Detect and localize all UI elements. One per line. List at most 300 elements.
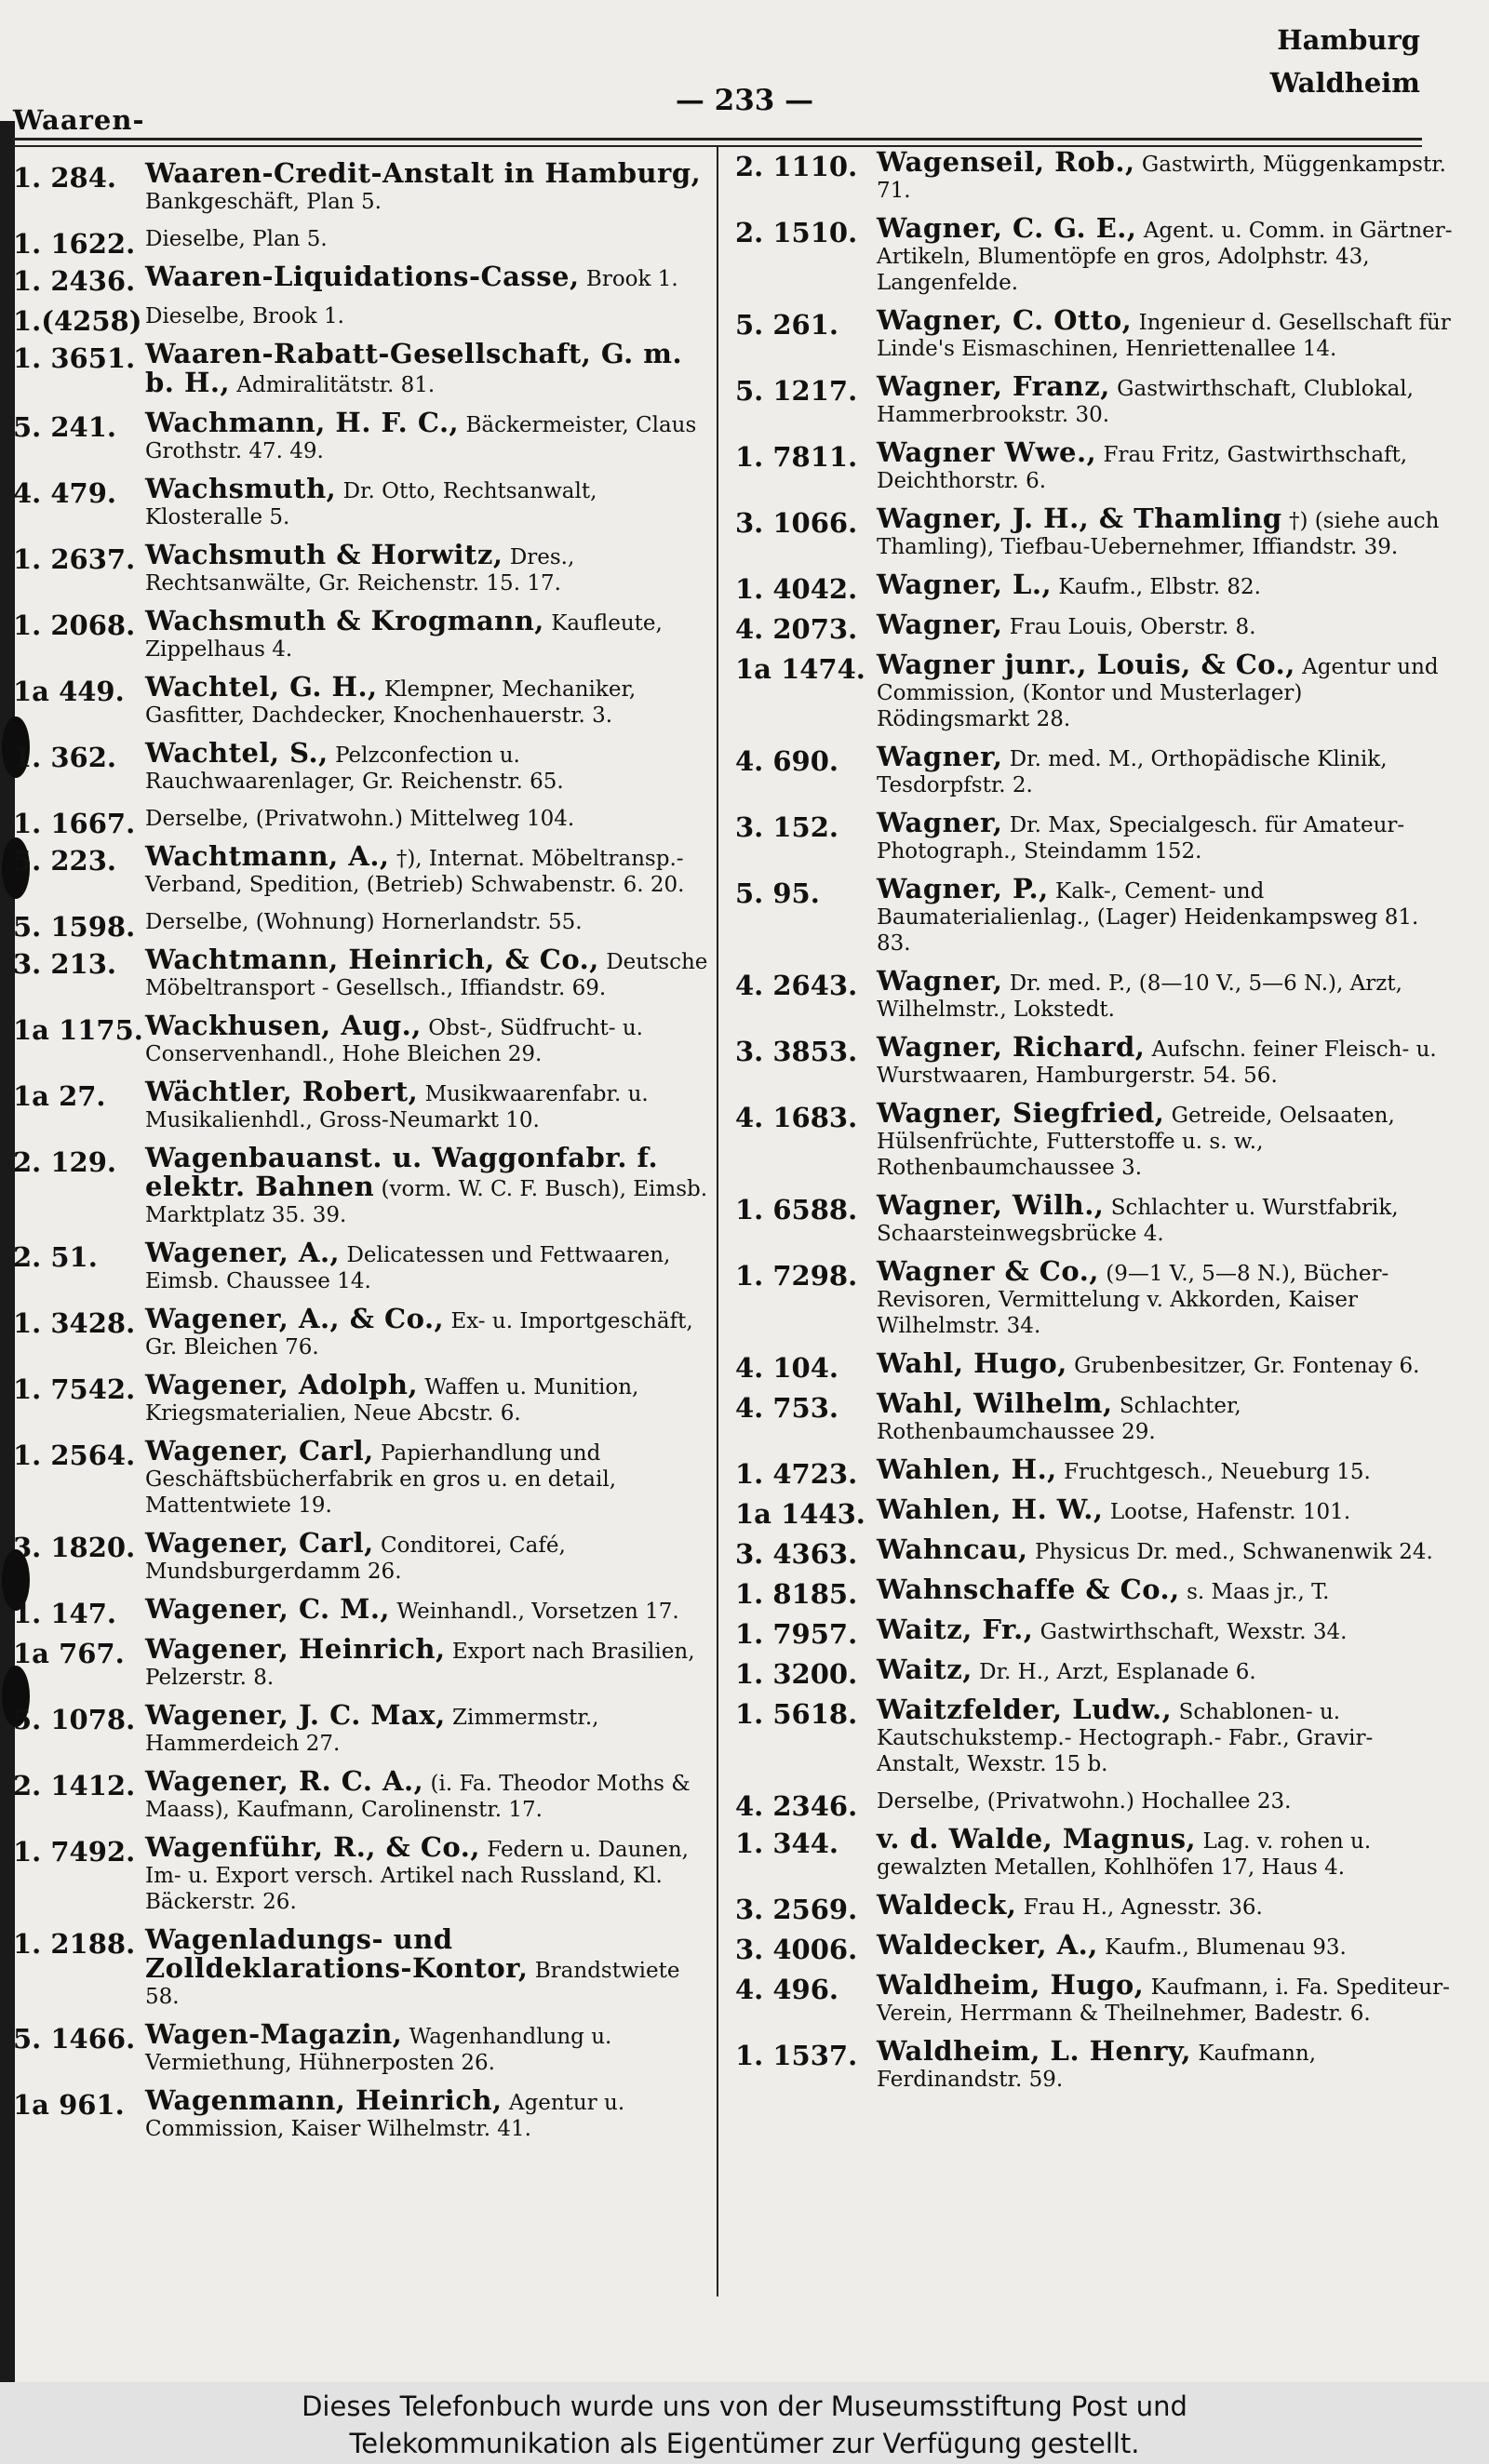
entry-text <box>145 1303 715 1360</box>
subscriber-name: Wahlen, H. W., <box>877 1493 1104 1525</box>
subscriber-details: (vorm. W. C. F. Busch), Eimsb. Marktplatz 35. 39. <box>145 1177 708 1227</box>
phone-number: 5. 241. <box>13 411 117 443</box>
directory-entry <box>735 1969 1489 2027</box>
phone-number: 1. 284. <box>13 162 117 194</box>
subscriber-details: Derselbe, (Wohnung) Hornerlandstr. 55. <box>145 910 583 934</box>
range-end-heading: Waldheim <box>1269 67 1420 99</box>
phone-number: 1. 3200. <box>735 1658 858 1690</box>
phone-number: 1. 147. <box>13 1598 117 1629</box>
subscriber-name: Wagner, L., <box>877 569 1053 600</box>
phone-number: 1. 2436. <box>13 265 136 297</box>
entry-text <box>877 873 1455 957</box>
entry-text <box>145 605 715 663</box>
phone-number: 4. 2346. <box>735 1790 858 1822</box>
subscriber-details: Schlachter u. Wurstfabrik, Schaarsteinwegsbrücke 4. <box>877 1196 1399 1246</box>
subscriber-name: Waldheim, L. Henry, <box>877 2035 1192 2067</box>
subscriber-name: Wagenladungs- und Zolldeklarations-Kontor, <box>145 1923 529 1984</box>
phone-number: 1. 2564. <box>13 1440 136 1471</box>
subscriber-name: Wagener, A., <box>145 1237 341 1268</box>
directory-entry <box>735 1347 1489 1384</box>
page-number: — 233 — <box>675 84 814 117</box>
phone-number: 2. 1110. <box>735 151 858 182</box>
entry-text <box>145 806 715 832</box>
directory-entry <box>735 1031 1489 1089</box>
directory-entry <box>13 671 739 729</box>
directory-entry <box>13 605 739 663</box>
directory-entry <box>13 1078 739 1133</box>
entry-text <box>877 1387 1455 1445</box>
entry-text <box>877 212 1455 296</box>
phone-number: 1. 6588. <box>735 1194 858 1225</box>
directory-entry <box>735 1889 1489 1925</box>
directory-entry <box>735 807 1489 864</box>
phone-number: 1. 7298. <box>735 1260 858 1292</box>
phone-number: 1. 1667. <box>13 808 136 839</box>
phone-number: 1. 2637. <box>13 543 136 575</box>
subscriber-name: Wagener, J. C. Max, <box>145 1699 446 1731</box>
subscriber-name: Wagner, C. G. E., <box>877 212 1137 244</box>
entry-text <box>145 303 715 329</box>
subscriber-name: Waitzfelder, Ludw., <box>877 1694 1173 1725</box>
subscriber-name: Wahlen, H., <box>877 1453 1057 1485</box>
subscriber-details: Bankgeschäft, Plan 5. <box>145 190 382 214</box>
entry-text <box>877 1969 1455 2027</box>
subscriber-name: Wachtmann, A., <box>145 840 390 872</box>
directory-entry <box>735 1533 1489 1570</box>
phone-number: 1. 4723. <box>735 1458 858 1490</box>
entry-text <box>145 1239 715 1294</box>
directory-entry <box>735 1255 1489 1339</box>
directory-entry <box>13 1142 739 1228</box>
entry-text <box>145 157 715 215</box>
subscriber-name: Waaren-Rabatt-Gesellschaft, G. m. b. H., <box>145 338 683 398</box>
subscriber-name: Wachtel, S., <box>145 737 329 769</box>
phone-number: 3. 152. <box>735 811 839 843</box>
subscriber-name: Wagner, Wilh., <box>877 1189 1105 1221</box>
phone-number: 5. 1217. <box>735 375 858 407</box>
subscriber-name: Wahncau, <box>877 1533 1028 1565</box>
phone-number: 2. 1412. <box>13 1770 136 1801</box>
subscriber-details: Schablonen- u. Kautschukstemp.- Hectograph.- Fabr., Gravir-Anstalt, Wexstr. 15 b. <box>877 1700 1374 1776</box>
subscriber-details: Frau Fritz, Gastwirthschaft, Deichthorstr. 6. <box>877 443 1408 493</box>
subscriber-name: Wagenbauanst. u. Waggonfabr. f. elektr. Bahnen <box>145 1142 659 1202</box>
directory-entry <box>735 436 1489 494</box>
subscriber-details: Brandstwiete 58. <box>145 1959 680 2009</box>
entry-text <box>877 611 1455 640</box>
subscriber-details: Dres., Rechtsanwälte, Gr. Reichenstr. 15. 17. <box>145 545 575 596</box>
entry-text <box>877 743 1455 798</box>
directory-entry <box>735 743 1489 798</box>
directory-entry <box>13 1923 739 2010</box>
entry-text <box>145 737 715 795</box>
subscriber-details: Lootse, Hafenstr. 101. <box>1109 1500 1351 1524</box>
entry-text <box>145 1012 715 1067</box>
directory-entry <box>13 226 739 260</box>
directory-entry <box>735 1387 1489 1445</box>
subscriber-name: Wagenmann, Heinrich, <box>145 2084 503 2116</box>
phone-number: 1. 3428. <box>13 1307 136 1339</box>
subscriber-details: Agent. u. Comm. in Gärtner-Artikeln, Blumentöpfe en gros, Adolphstr. 43, Langenfelde. <box>877 219 1453 295</box>
directory-entry <box>13 1593 739 1629</box>
footer-line-1: Dieses Telefonbuch wurde uns von der Museumsstiftung Post und <box>302 2390 1187 2422</box>
directory-entry <box>735 212 1489 296</box>
footer-notice <box>0 2382 1489 2464</box>
left-column <box>13 157 739 2153</box>
subscriber-details: Delicatessen und Fettwaaren, Eimsb. Chaussee 14. <box>145 1243 671 1293</box>
phone-number: 2. 51. <box>13 1241 98 1273</box>
phone-number: 4. 104. <box>735 1352 839 1384</box>
subscriber-details: Frau Louis, Oberstr. 8. <box>1009 615 1256 639</box>
directory-entry <box>735 1189 1489 1247</box>
entry-text <box>877 1573 1455 1605</box>
phone-number: 1. 5618. <box>735 1698 858 1730</box>
phone-number: 1a 767. <box>13 1638 125 1669</box>
entry-text <box>145 1923 715 2010</box>
directory-entry <box>735 651 1489 732</box>
subscriber-name: Wagner & Co., <box>877 1255 1099 1287</box>
subscriber-name: Wackhusen, Aug., <box>145 1010 422 1041</box>
subscriber-name: v. d. Walde, Magnus, <box>877 1823 1197 1855</box>
subscriber-details: Wagenhandlung u. Vermiethung, Hühnerposten 26. <box>145 2025 612 2075</box>
entry-text <box>145 1527 715 1585</box>
directory-entry <box>735 502 1489 560</box>
entry-text <box>877 1347 1455 1379</box>
subscriber-details: Agentur u. Commission, Kaiser Wilhelmstr. 41. <box>145 2091 625 2141</box>
subscriber-details: Ex- u. Importgeschäft, Gr. Bleichen 76. <box>145 1309 693 1359</box>
subscriber-name: Wagner, <box>877 741 1003 772</box>
directory-entry <box>735 2035 1489 2093</box>
phone-number: 4. 2643. <box>735 970 858 1001</box>
subscriber-name: Waitz, Fr., <box>877 1614 1034 1645</box>
subscriber-name: Waaren-Liquidations-Casse, <box>145 261 580 292</box>
directory-entry <box>13 840 739 898</box>
subscriber-name: Wagner, <box>877 807 1003 838</box>
phone-number: 5. 95. <box>735 877 820 909</box>
entry-text <box>877 1889 1455 1921</box>
subscriber-details: (i. Fa. Theodor Moths & Maass), Kaufmann, Carolinenstr. 17. <box>145 1772 691 1822</box>
phone-number: 1a 27. <box>13 1080 106 1112</box>
directory-entry <box>13 303 739 337</box>
subscriber-details: Gastwirthschaft, Wexstr. 34. <box>1040 1620 1348 1644</box>
subscriber-details: Kaufmann, i. Fa. Spediteur-Verein, Herrmann & Theilnehmer, Badestr. 6. <box>877 1975 1450 2026</box>
phone-number: 3. 213. <box>13 948 117 980</box>
subscriber-details: Dr. H., Arzt, Esplanade 6. <box>979 1660 1256 1684</box>
entry-text <box>145 1831 715 1915</box>
directory-entry <box>13 157 739 215</box>
subscriber-details: Schlachter, Rothenbaumchaussee 29. <box>877 1394 1241 1444</box>
subscriber-name: Wagner, Siegfried, <box>877 1097 1165 1129</box>
entry-text <box>877 1696 1455 1777</box>
subscriber-details: Kaufm., Blumenau 93. <box>1105 1935 1347 1960</box>
subscriber-details: Export nach Brasilien, Pelzerstr. 8. <box>145 1640 695 1690</box>
phone-number: 1a 961. <box>13 2089 125 2121</box>
entry-text <box>145 263 715 292</box>
directory-entry <box>735 370 1489 428</box>
phone-number: 3. 2569. <box>735 1894 858 1925</box>
subscriber-details: s. Maas jr., T. <box>1187 1580 1330 1604</box>
subscriber-details: Grubenbesitzer, Gr. Fontenay 6. <box>1074 1354 1420 1378</box>
subscriber-name: Wagener, Adolph, <box>145 1369 419 1400</box>
subscriber-details: Derselbe, (Privatwohn.) Mittelweg 104. <box>145 807 575 831</box>
entry-text <box>877 1453 1455 1485</box>
phone-number: 3. 3853. <box>735 1036 858 1067</box>
directory-entry <box>13 1369 739 1426</box>
phone-number: 4. 479. <box>13 477 117 509</box>
entry-text <box>145 1593 715 1625</box>
directory-entry <box>13 909 739 943</box>
phone-number: 2. 129. <box>13 1146 117 1178</box>
phone-number: 4. 690. <box>735 745 839 777</box>
directory-entry <box>13 338 739 398</box>
directory-entry <box>735 1573 1489 1610</box>
city-heading: Hamburg <box>1277 24 1420 56</box>
directory-entry <box>13 475 739 530</box>
entry-text <box>877 502 1455 560</box>
right-column <box>735 146 1489 2104</box>
directory-entry <box>735 1453 1489 1490</box>
phone-number: 5. 223. <box>13 845 117 877</box>
phone-number: 1a 1474. <box>735 653 865 685</box>
subscriber-details: Dr. Otto, Rechtsanwalt, Klosteralle 5. <box>145 479 597 529</box>
subscriber-name: Waldeck, <box>877 1889 1017 1921</box>
subscriber-name: Wahl, Wilhelm, <box>877 1387 1113 1419</box>
subscriber-name: Wagener, A., & Co., <box>145 1303 445 1334</box>
subscriber-name: Wagner, Franz, <box>877 370 1110 402</box>
directory-entry <box>735 873 1489 957</box>
entry-text <box>877 1533 1455 1565</box>
subscriber-name: Wahl, Hugo, <box>877 1347 1067 1379</box>
subscriber-details: Derselbe, (Privatwohn.) Hochallee 23. <box>877 1789 1292 1814</box>
entry-text <box>145 1078 715 1133</box>
directory-entry <box>13 261 739 297</box>
subscriber-details: Gastwirthschaft, Clublokal, Hammerbrookstr. 30. <box>877 377 1414 427</box>
entry-text <box>145 1142 715 1228</box>
subscriber-details: Bäckermeister, Claus Grothstr. 47. 49. <box>145 413 697 463</box>
entry-text <box>877 571 1455 600</box>
footer-line-2: Telekommunikation als Eigentümer zur Verfügung gestellt. <box>349 2428 1140 2459</box>
entry-text <box>877 651 1455 732</box>
entry-text <box>877 1656 1455 1685</box>
subscriber-details: Dieselbe, Plan 5. <box>145 227 328 251</box>
phone-number: 1. 1537. <box>735 2040 858 2071</box>
phone-number: 1. 2188. <box>13 1928 136 1960</box>
directory-entry <box>735 609 1489 645</box>
subscriber-name: Wagner Wwe., <box>877 436 1097 468</box>
directory-entry <box>735 1823 1489 1881</box>
entry-text <box>877 2035 1455 2093</box>
directory-entry <box>13 2084 739 2142</box>
entry-text <box>877 1097 1455 1181</box>
entry-text <box>877 965 1455 1023</box>
phone-number: 1. 3651. <box>13 342 136 374</box>
subscriber-details: Obst-, Südfrucht- u. Conservenhandl., Hohe Bleichen 29. <box>145 1016 643 1066</box>
directory-entry <box>13 1633 739 1691</box>
directory-entry <box>13 1435 739 1519</box>
phone-number: 1a 1175. <box>13 1014 143 1046</box>
subscriber-name: Wachsmuth & Krogmann, <box>145 605 544 636</box>
subscriber-name: Waaren-Credit-Anstalt in Hamburg, <box>145 157 702 189</box>
directory-entry <box>735 569 1489 605</box>
entry-text <box>145 226 715 252</box>
entry-text <box>877 1823 1455 1881</box>
phone-number: 3. 4006. <box>735 1934 858 1965</box>
entry-text <box>877 436 1455 494</box>
subscriber-details: Dr. med. P., (8—10 V., 5—6 N.), Arzt, Wilhelmstr., Lokstedt. <box>877 971 1402 1022</box>
phone-number: 4. 496. <box>735 1974 839 2005</box>
entry-text <box>145 539 715 596</box>
entry-text <box>145 1435 715 1519</box>
subscriber-details: Getreide, Oelsaaten, Hülsenfrüchte, Futterstoffe u. s. w., Rothenbaumchaussee 3. <box>877 1104 1395 1180</box>
directory-entry <box>735 1788 1489 1822</box>
section-heading: Waaren- <box>13 104 145 136</box>
phone-number: 1. 7542. <box>13 1373 136 1405</box>
entry-text <box>145 1699 715 1757</box>
phone-number: 4. 1683. <box>735 1102 858 1133</box>
phone-number: 1.(4258) <box>13 305 142 337</box>
subscriber-name: Wagner junr., Louis, & Co., <box>877 649 1295 680</box>
subscriber-name: Wagener, Heinrich, <box>145 1633 446 1665</box>
subscriber-details: Brook 1. <box>585 267 678 291</box>
entry-text <box>145 475 715 530</box>
subscriber-name: Waldecker, A., <box>877 1929 1098 1961</box>
entry-text <box>145 2018 715 2076</box>
subscriber-name: Wachsmuth & Horwitz, <box>145 539 503 570</box>
subscriber-details: Kaufmann, Ferdinandstr. 59. <box>877 2042 1317 2092</box>
entry-text <box>877 1616 1455 1645</box>
subscriber-name: Wagener, C. M., <box>145 1593 391 1625</box>
entry-text <box>877 304 1455 362</box>
entry-text <box>145 409 715 464</box>
phone-number: 1. 7811. <box>735 441 858 473</box>
subscriber-name: Wachsmuth, <box>145 473 337 504</box>
directory-entry <box>13 1699 739 1757</box>
phone-number: 5. 1078. <box>13 1704 136 1735</box>
directory-entry <box>13 539 739 596</box>
subscriber-details: Fruchtgesch., Neueburg 15. <box>1064 1460 1371 1484</box>
subscriber-details: Agentur und Commission, (Kontor und Musterlager) Rödingsmarkt 28. <box>877 655 1439 731</box>
subscriber-name: Wagenführ, R., & Co., <box>145 1831 480 1863</box>
phone-number: 1. 7957. <box>735 1618 858 1650</box>
subscriber-details: (9—1 V., 5—8 N.), Bücher-Revisoren, Vermittelung v. Akkorden, Kaiser Wilhelmstr. 34. <box>877 1262 1389 1338</box>
directory-entry <box>13 946 739 1001</box>
entry-text <box>877 1929 1455 1961</box>
subscriber-details: Pelzconfection u. Rauchwaarenlager, Gr. Reichenstr. 65. <box>145 743 564 794</box>
entry-text <box>877 1189 1455 1247</box>
entry-text <box>145 946 715 1001</box>
subscriber-name: Wagenseil, Rob., <box>877 146 1135 178</box>
phone-number: 3. 1820. <box>13 1532 136 1563</box>
directory-entry <box>735 304 1489 362</box>
subscriber-details: Gastwirth, Müggenkampstr. 71. <box>877 153 1446 203</box>
subscriber-details: Deutsche Möbeltransport - Gesellsch., Iffiandstr. 69. <box>145 950 708 1000</box>
subscriber-details: Physicus Dr. med., Schwanenwik 24. <box>1034 1540 1433 1564</box>
entry-text <box>877 1255 1455 1339</box>
phone-number: 1. 2068. <box>13 609 136 641</box>
subscriber-details: Zimmermstr., Hammerdeich 27. <box>145 1706 599 1756</box>
directory-entry <box>735 1654 1489 1690</box>
subscriber-name: Wahnschaffe & Co., <box>877 1573 1180 1605</box>
subscriber-details: Conditorei, Café, Mundsburgerdamm 26. <box>145 1533 566 1584</box>
entry-text <box>145 909 715 935</box>
entry-text <box>145 1633 715 1691</box>
directory-entry <box>735 146 1489 204</box>
subscriber-details: †), Internat. Möbeltransp.-Verband, Spedition, (Betrieb) Schwabenstr. 6. 20. <box>145 847 685 897</box>
directory-entry <box>13 1765 739 1823</box>
directory-entry <box>13 2018 739 2076</box>
directory-entry <box>735 1696 1489 1777</box>
directory-entry <box>735 1929 1489 1965</box>
subscriber-name: Wagen-Magazin, <box>145 2018 403 2050</box>
subscriber-name: Wagner, Richard, <box>877 1031 1146 1063</box>
phone-number: 1a 1443. <box>735 1498 865 1530</box>
phone-number: 1. 1622. <box>13 228 136 260</box>
subscriber-details: Aufschn. feiner Fleisch- u. Wurstwaaren, Hamburgerstr. 54. 56. <box>877 1038 1437 1088</box>
entry-text <box>877 146 1455 204</box>
phone-number: 1. 362. <box>13 742 117 773</box>
directory-entry <box>13 1527 739 1585</box>
header-rule <box>13 138 1422 141</box>
phone-number: 4. 753. <box>735 1392 839 1424</box>
subscriber-name: Wagner, J. H., & Thamling <box>877 502 1282 534</box>
phone-number: 1. 4042. <box>735 573 858 605</box>
subscriber-name: Wagener, R. C. A., <box>145 1765 424 1797</box>
directory-entry <box>735 1493 1489 1530</box>
subscriber-details: Admiralitätstr. 81. <box>236 373 436 397</box>
entry-text <box>877 1031 1455 1089</box>
directory-entry <box>13 1303 739 1360</box>
phone-number: 4. 2073. <box>735 613 858 645</box>
subscriber-details: Federn u. Daunen, Im- u. Export versch. Artikel nach Russland, Kl. Bäckerstr. 26. <box>145 1838 689 1914</box>
phone-number: 1. 344. <box>735 1828 839 1859</box>
subscriber-name: Waitz, <box>877 1654 973 1685</box>
phone-number: 3. 1066. <box>735 507 858 539</box>
directory-entry <box>735 965 1489 1023</box>
subscriber-details: Frau H., Agnesstr. 36. <box>1023 1895 1263 1920</box>
subscriber-details: Papierhandlung und Geschäftsbücherfabrik en gros u. en detail, Mattentwiete 19. <box>145 1441 617 1518</box>
subscriber-name: Wachmann, H. F. C., <box>145 407 460 438</box>
phone-number: 1. 7492. <box>13 1836 136 1868</box>
subscriber-details: Dr. Max, Specialgesch. für Amateur-Photograph., Steindamm 152. <box>877 813 1405 864</box>
subscriber-name: Wagner, <box>877 965 1003 997</box>
subscriber-details: Kaufm., Elbstr. 82. <box>1058 575 1261 599</box>
subscriber-name: Wagener, Carl, <box>145 1435 374 1466</box>
subscriber-details: †) (siehe auch Thamling), Tiefbau-Uebernehmer, Iffiandstr. 39. <box>877 509 1440 559</box>
subscriber-details: Kaufleute, Zippelhaus 4. <box>145 611 663 662</box>
subscriber-details: Weinhandl., Vorsetzen 17. <box>396 1600 679 1624</box>
subscriber-name: Waldheim, Hugo, <box>877 1969 1145 2001</box>
subscriber-details: Lag. v. rohen u. gewalzten Metallen, Kohlhöfen 17, Haus 4. <box>877 1829 1372 1880</box>
subscriber-name: Wachtel, G. H., <box>145 671 378 703</box>
subscriber-name: Wagener, Carl, <box>145 1527 374 1559</box>
subscriber-details: Dr. med. M., Orthopädische Klinik, Tesdorpfstr. 2. <box>877 747 1388 797</box>
subscriber-details: Musikwaarenfabr. u. Musikalienhdl., Gross-Neumarkt 10. <box>145 1082 649 1132</box>
directory-entry <box>13 1012 739 1067</box>
entry-text <box>877 1493 1455 1525</box>
entry-text <box>145 1765 715 1823</box>
subscriber-name: Wagner, C. Otto, <box>877 304 1133 336</box>
entry-text <box>145 338 715 398</box>
directory-entry <box>13 1239 739 1294</box>
entry-text <box>145 840 715 898</box>
entry-text <box>145 1369 715 1426</box>
phone-number: 5. 1598. <box>13 911 136 943</box>
subscriber-name: Wächtler, Robert, <box>145 1076 419 1107</box>
subscriber-details: Dieselbe, Brook 1. <box>145 304 344 328</box>
entry-text <box>145 2084 715 2142</box>
directory-entry <box>13 1831 739 1915</box>
subscriber-name: Wagner, <box>877 609 1003 640</box>
directory-entry <box>13 737 739 795</box>
